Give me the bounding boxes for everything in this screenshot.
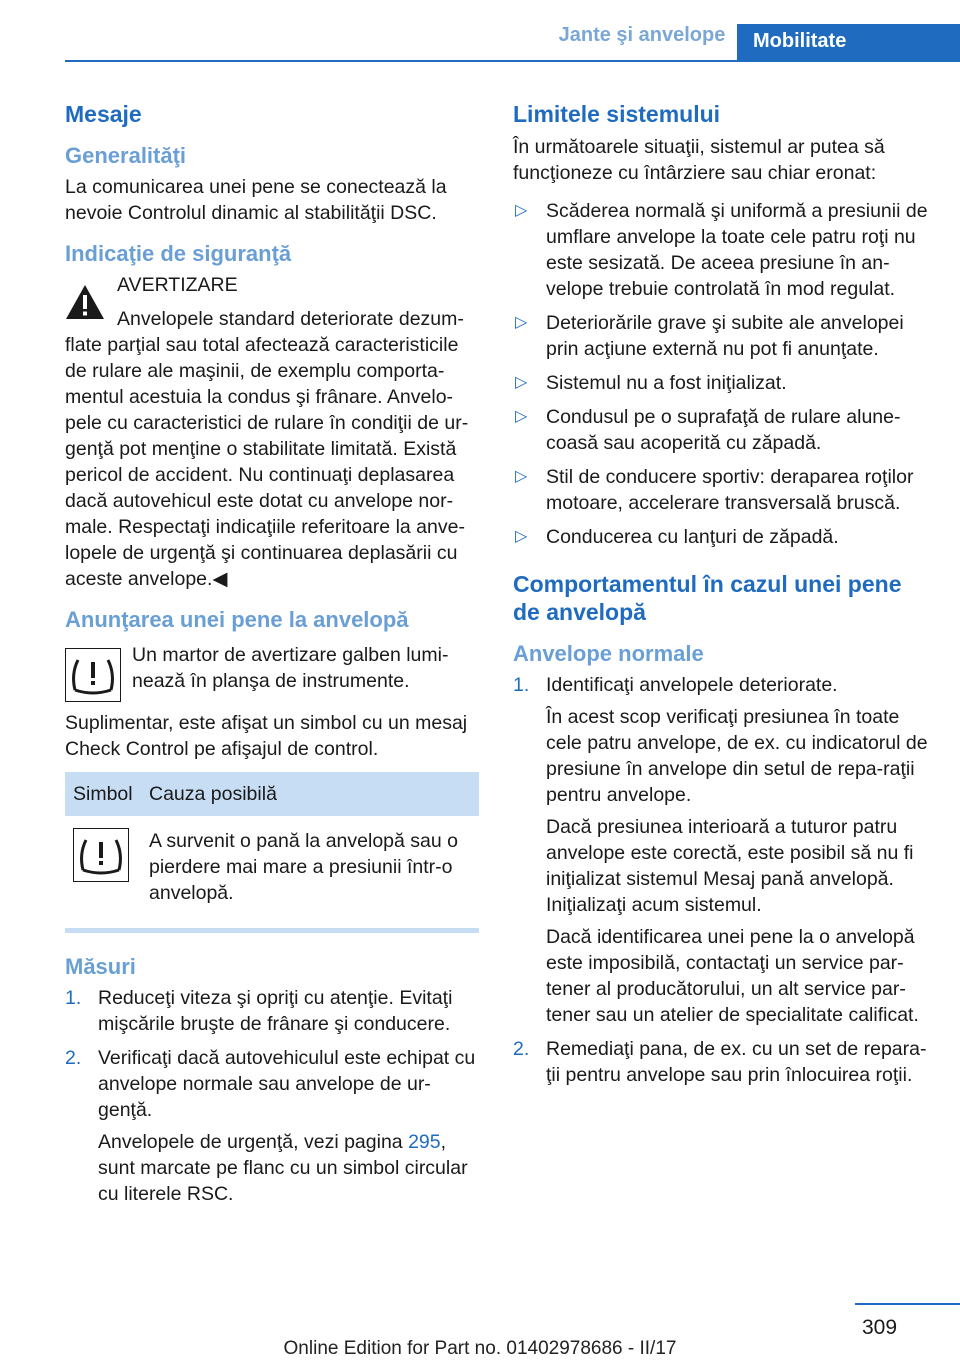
header-chapter-label: Mobilitate	[753, 30, 847, 52]
list-item-text: Deteriorările grave şi subite ale anvelopei prin acţiune externă nu pot fi anunţate.	[546, 312, 904, 360]
measures-heading: Măsuri	[65, 954, 136, 979]
list-item-text: Conducerea cu lanţuri de zăpadă.	[546, 526, 839, 548]
tire-pressure-symbol-icon	[73, 828, 129, 882]
list-item-subtext	[98, 1129, 479, 1207]
list-item	[513, 370, 928, 396]
list-item-text: Remediaţi pana, de ex. cu un set de repara‐ţii pentru anvelope sau prin înlocuirea roţii.	[546, 1038, 927, 1086]
header-rule	[65, 60, 960, 62]
list-number: 1.	[513, 674, 530, 696]
limits-list	[513, 198, 928, 550]
list-number: 2.	[513, 1038, 530, 1060]
list-item	[513, 310, 928, 362]
list-item-text: Sistemul nu a fost iniţializat.	[546, 372, 787, 394]
list-item	[65, 1045, 479, 1207]
subtext-part: , sunt marcate pe flanc cu un simbol circular cu literele RSC.	[98, 1131, 468, 1205]
extra-text: Suplimentar, este afişat un simbol cu un mesaj Check Control pe afişajul de control.	[65, 712, 468, 760]
table-header-row	[65, 772, 479, 816]
bullet-triangle-icon: ▷	[515, 408, 528, 425]
list-item	[513, 464, 928, 516]
bullet-triangle-icon: ▷	[515, 468, 528, 485]
list-item	[513, 1036, 928, 1088]
normal-tires-heading: Anvelope normale	[513, 641, 704, 666]
table-header-symbol: Simbol	[65, 772, 141, 816]
warning-block	[65, 272, 479, 592]
list-number: 2.	[65, 1047, 82, 1069]
indicator-text: Un martor de avertizare galben lumi‐nează în planşa de instrumente.	[132, 644, 449, 692]
limits-heading: Limitele sistemului	[513, 101, 721, 127]
indicator-block	[65, 642, 479, 698]
warning-label: AVERTIZARE	[117, 274, 238, 296]
list-number: 1.	[65, 987, 82, 1009]
steps-list	[513, 672, 928, 1088]
page-link[interactable]: 295	[408, 1131, 441, 1153]
list-item-subtext: Dacă presiunea interioară a tuturor patru anvelope este corectă, este posibil să nu fi iniţializat sistemul Mesaj pană anvelopă. Iniţializaţi acum sistemul.	[546, 816, 914, 916]
bullet-triangle-icon: ▷	[515, 314, 528, 331]
symbol-table	[65, 772, 479, 916]
bullet-triangle-icon: ▷	[515, 528, 528, 545]
list-item	[513, 198, 928, 302]
list-item	[513, 404, 928, 456]
list-item-text: Scăderea normală şi uniformă a presiunii de umflare anvelope la toate cele patru roţi nu este sesizată. De aceea presiune în an‐velope trebuie controlată în mod regulat.	[546, 200, 928, 300]
bullet-triangle-icon: ▷	[515, 202, 528, 219]
tire-pressure-warning-icon	[65, 648, 121, 702]
list-item	[513, 524, 928, 550]
section-title: Mesaje	[65, 101, 142, 127]
list-item-text: Reduceţi viteza şi opriţi cu atenţie. Evitaţi mişcările bruşte de frânare şi conducere.	[98, 987, 453, 1035]
warning-first-line: Anvelopele standard deteriorate dezum‐	[117, 308, 464, 330]
warning-text: flate parţial sau total afectează caracteristicile de rulare ale maşinii, de exemplu comporta‐mentul acestuia la condus şi frânare. Anvelo‐pele cu caracteristici de rulare în condiţii de ur‐genţă pot menţine o stabilitate limitată. Există pericol de accident. Nu continuaţi deplasarea dacă autovehicul este dotat cu anvelope nor‐male. Respectaţi indicaţiile referitoare la anve‐lopele de urgenţă şi continuarea deplasării cu aceste anvelope.◀	[65, 334, 469, 590]
list-item	[513, 672, 928, 1028]
list-item-subtext: Dacă identificarea unei pene la o anvelopă este imposibilă, contactaţi un service par‐tener al producătorului, un alt service par‐tener sau un atelier de specialitate calificat.	[546, 926, 919, 1026]
list-item-text: Condusul pe o suprafaţă de rulare alune‐coasă sau acoperită cu zăpadă.	[546, 406, 901, 454]
table-row	[65, 816, 479, 916]
left-column	[65, 100, 479, 1215]
limits-intro: În următoarele situaţii, sistemul ar putea să funcţioneze cu întârziere sau chiar eronat:	[513, 136, 885, 184]
table-bottom-rule	[65, 928, 479, 933]
table-cell-symbol	[65, 816, 141, 916]
general-text: La comunicarea unei pene se conectează la nevoie Controlul dinamic al stabilităţii DSC.	[65, 176, 447, 224]
edition-footer: Online Edition for Part no. 01402978686 - II/17	[283, 1338, 677, 1359]
table-cell-cause: A survenit o pană la anvelopă sau o pierdere mai mare a presiunii într-o anvelopă.	[149, 830, 458, 904]
measures-list	[65, 985, 479, 1207]
list-item	[65, 985, 479, 1037]
bullet-triangle-icon: ▷	[515, 374, 528, 391]
right-column	[513, 100, 928, 1096]
general-heading: Generalităţi	[65, 143, 187, 168]
header-section-label: Jante şi anvelope	[558, 24, 726, 46]
page-number: 309	[862, 1316, 898, 1339]
behavior-heading: Comportamentul în cazul unei pene de anvelopă	[513, 571, 902, 625]
safety-heading: Indicaţie de siguranţă	[65, 241, 292, 266]
warning-triangle-icon	[65, 284, 105, 320]
list-item-text: Identificaţi anvelopele deteriorate.	[546, 674, 838, 696]
list-item-text: Stil de conducere sportiv: deraparea roţilor motoare, accelerare transversală bruscă.	[546, 466, 914, 514]
header-chapter-tab	[737, 24, 960, 62]
page-number-rule	[855, 1303, 960, 1305]
table-header-cause: Cauza posibilă	[141, 772, 479, 816]
puncture-heading: Anunţarea unei pene la anvelopă	[65, 607, 409, 632]
list-item-text: Verificaţi dacă autovehiculul este echipat cu anvelope normale sau anvelope de ur‐genţă.	[98, 1047, 476, 1121]
list-item-subtext: În acest scop verificaţi presiunea în toate cele patru anvelope, de ex. cu indicatorul de presiune în anvelope din setul de repa‐raţii pentru anvelope.	[546, 706, 928, 806]
subtext-part: Anvelopele de urgenţă, vezi pagina	[98, 1131, 409, 1153]
